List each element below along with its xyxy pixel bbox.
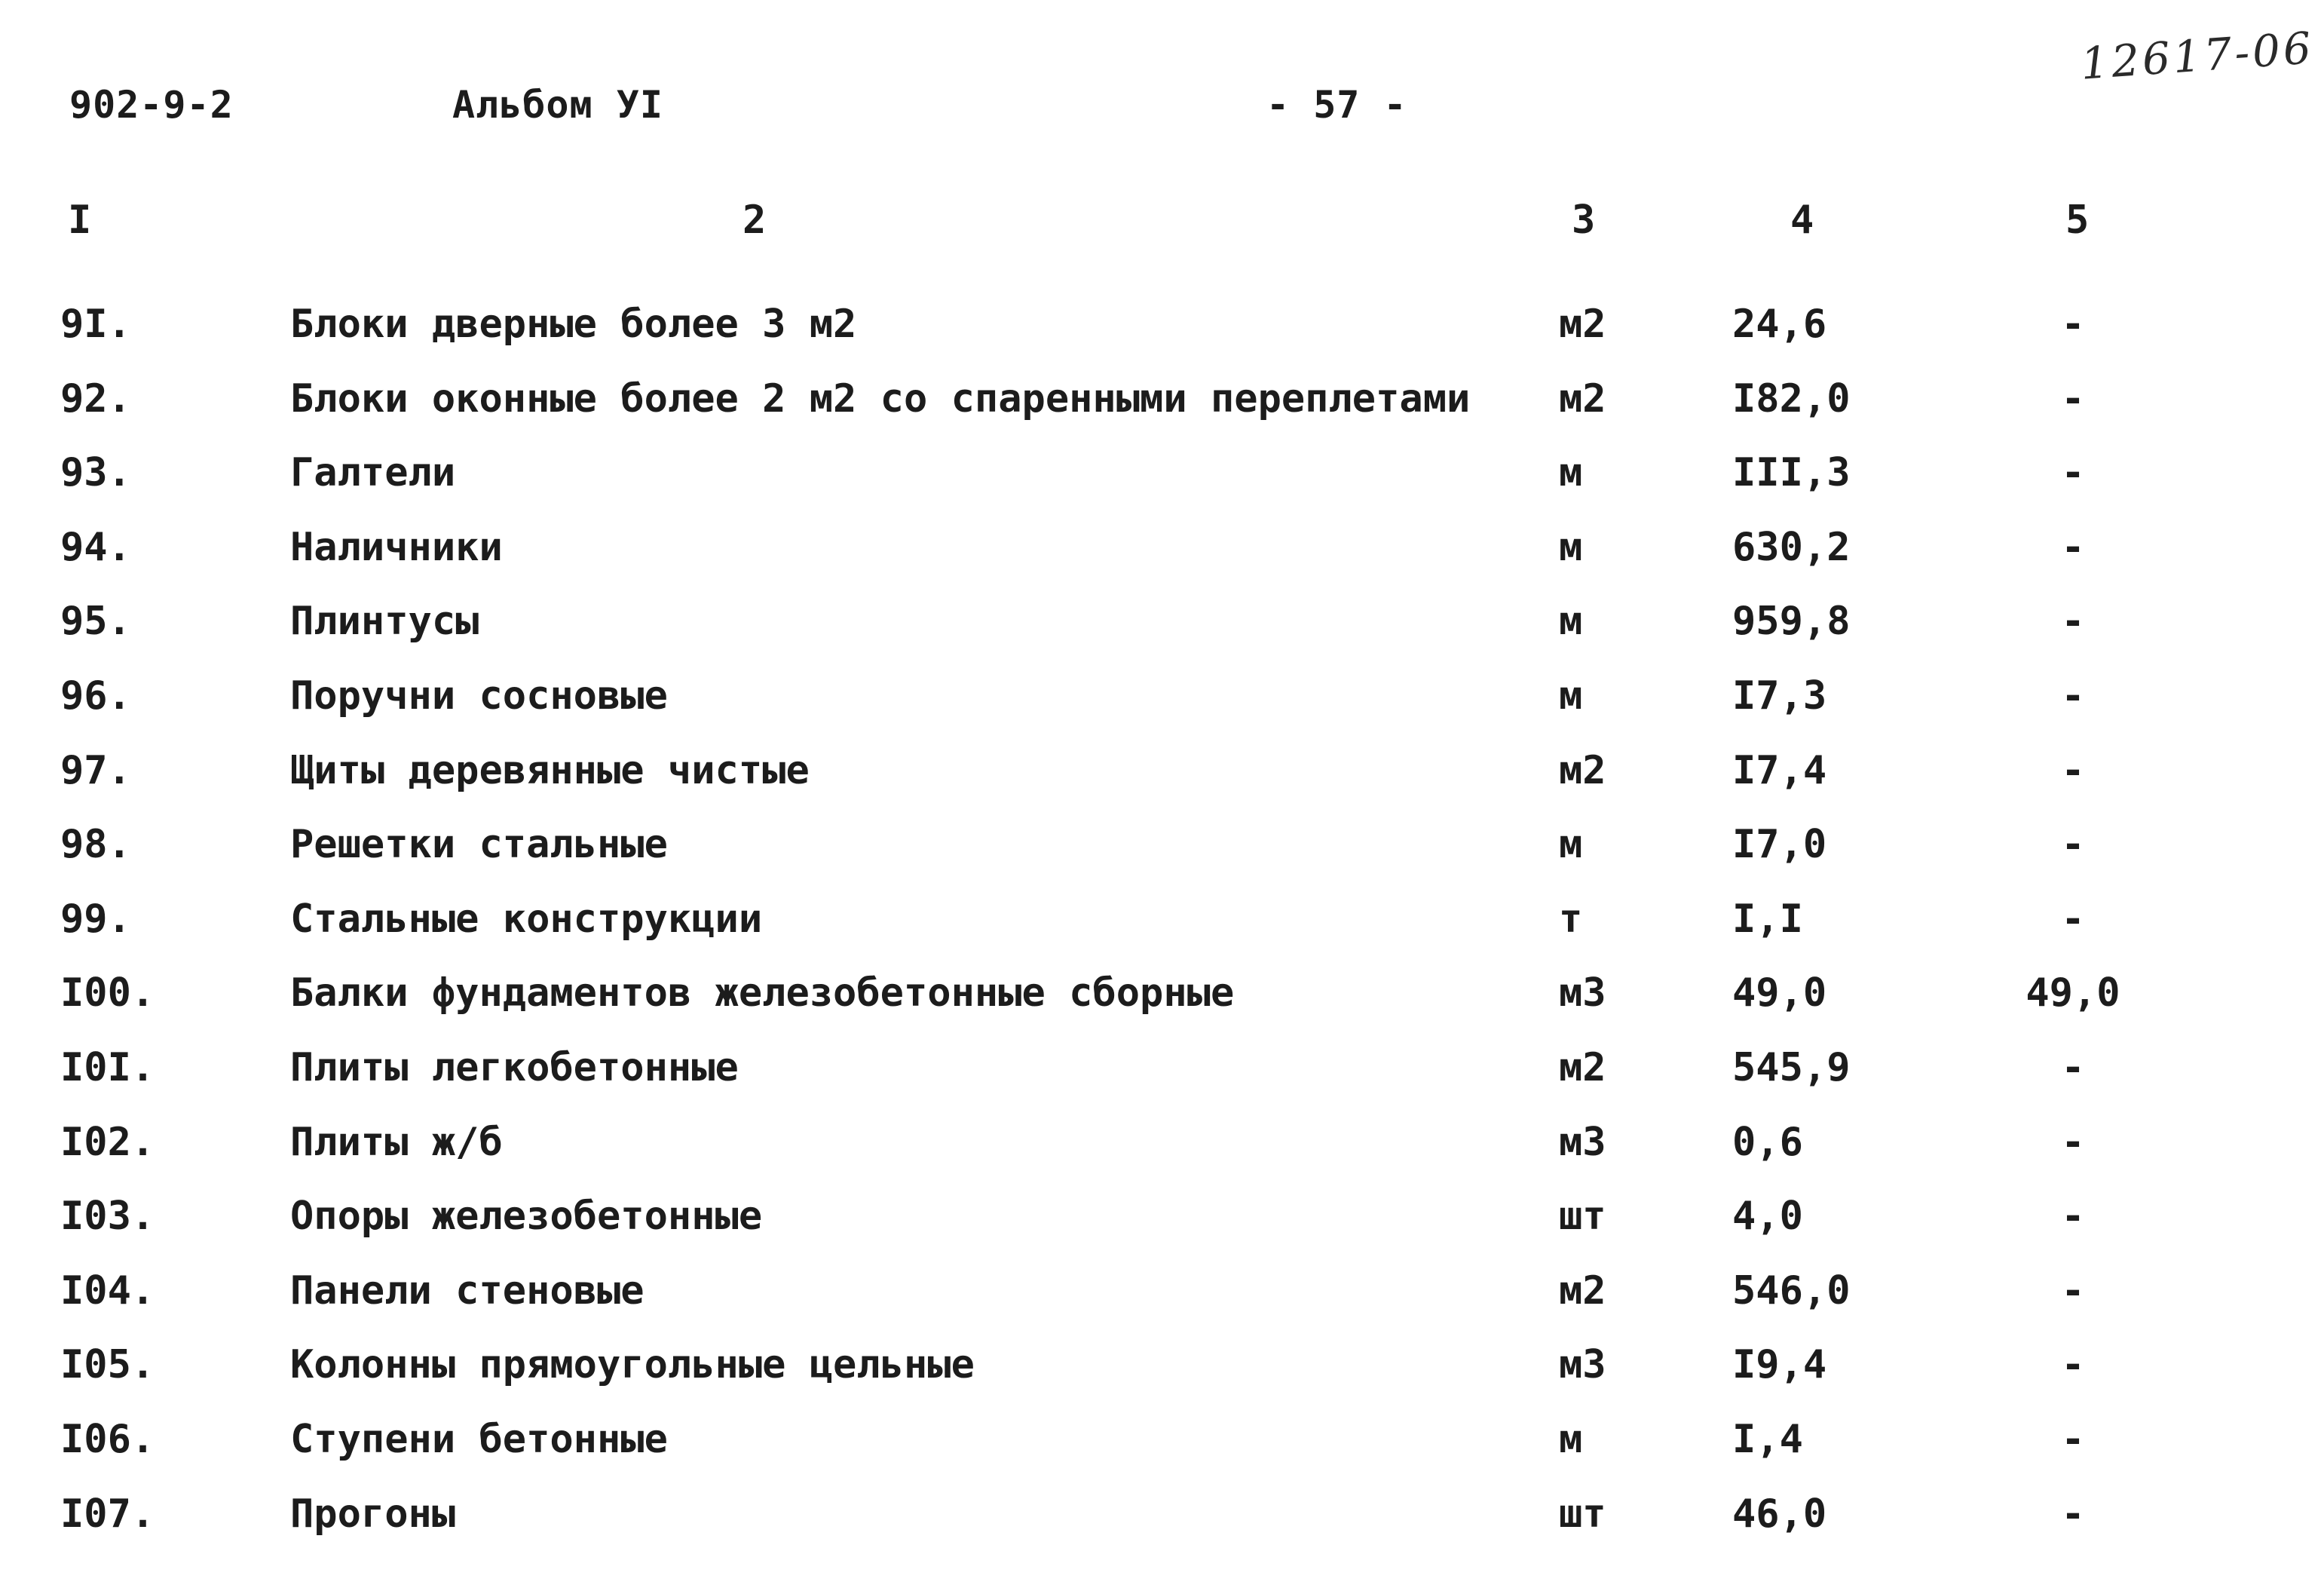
row-quantity: I7,0 [1732,822,1827,868]
row-number: 98. [60,822,131,868]
table-row [0,1413,2324,1488]
column-header-4: 4 [1790,198,1814,243]
row-quantity: I82,0 [1732,376,1851,421]
row-unit: м2 [1559,1268,1606,1314]
row-unit: м [1559,673,1583,719]
row-name: Опоры железобетонные [290,1194,763,1240]
row-name: Ступени бетонные [290,1416,668,1462]
row-column-5: - [2061,1342,2085,1388]
row-name: Стальные конструкции [290,896,763,942]
handwritten-note: 12617-06 [2079,22,2316,90]
row-name: Панели стеновые [290,1268,645,1314]
row-number: I06. [60,1416,155,1462]
row-quantity: I9,4 [1732,1342,1827,1388]
album-label: Альбом УI [452,83,663,127]
row-quantity: 545,9 [1732,1044,1851,1090]
row-quantity: I7,3 [1732,673,1827,719]
row-quantity: III,3 [1732,450,1851,496]
row-unit: м2 [1559,376,1606,421]
row-name: Щиты деревянные чистые [290,747,810,793]
table-row [0,893,2324,967]
row-column-5: - [2061,524,2085,570]
row-column-5: - [2061,376,2085,421]
row-name: Наличники [290,524,503,570]
row-unit: м [1559,1416,1583,1462]
row-quantity: I,I [1732,896,1803,942]
row-number: 92. [60,376,131,421]
row-number: I00. [60,970,155,1016]
table-row [0,818,2324,893]
row-name: Плинтусы [290,599,479,645]
table-row [0,1488,2324,1562]
row-number: 95. [60,599,131,645]
table-row [0,521,2324,596]
table-row [0,1041,2324,1116]
row-quantity: I7,4 [1732,747,1827,793]
table-row [0,1338,2324,1413]
table-row [0,298,2324,372]
row-column-5: - [2061,822,2085,868]
row-number: I0I. [60,1044,155,1090]
row-column-5: - [2061,1044,2085,1090]
row-unit: м [1559,822,1583,868]
row-number: I04. [60,1268,155,1314]
row-unit: м [1559,450,1583,496]
row-column-5: - [2061,673,2085,719]
column-header-1: I [68,198,92,243]
row-column-5: - [2061,1268,2085,1314]
row-quantity: 46,0 [1732,1491,1827,1537]
row-number: I02. [60,1119,155,1165]
row-quantity: I,4 [1732,1416,1803,1462]
row-number: 99. [60,896,131,942]
row-column-5: - [2061,1491,2085,1537]
row-unit: м [1559,599,1583,645]
row-quantity: 546,0 [1732,1268,1851,1314]
row-name: Прогоны [290,1491,456,1537]
row-quantity: 630,2 [1732,524,1851,570]
row-column-5: - [2061,599,2085,645]
row-number: I07. [60,1491,155,1537]
table-row [0,1264,2324,1339]
table-row [0,670,2324,744]
row-column-5: - [2061,747,2085,793]
row-column-5: - [2061,896,2085,942]
row-unit: шт [1559,1194,1606,1240]
row-unit: м2 [1559,747,1606,793]
row-quantity: 24,6 [1732,302,1827,347]
row-unit: шт [1559,1491,1606,1537]
row-name: Галтели [290,450,456,496]
row-quantity: 4,0 [1732,1194,1803,1240]
row-name: Блоки оконные более 2 м2 со спаренными переплетами [290,376,1471,421]
column-header-2: 2 [743,198,767,243]
row-unit: м2 [1559,1044,1606,1090]
row-unit: м3 [1559,970,1606,1016]
row-number: 93. [60,450,131,496]
page-number: - 57 - [1266,83,1407,127]
table-row [0,446,2324,521]
row-number: 97. [60,747,131,793]
row-number: I05. [60,1342,155,1388]
row-column-5: 49,0 [2025,970,2120,1016]
row-unit: м2 [1559,302,1606,347]
row-name: Поручни сосновые [290,673,668,719]
column-header-3: 3 [1572,198,1596,243]
row-name: Плиты ж/б [290,1119,503,1165]
table-row [0,744,2324,819]
table-body [0,298,2324,1562]
table-row [0,595,2324,670]
row-column-5: - [2061,1194,2085,1240]
document-code: 902-9-2 [69,83,234,127]
table-row [0,967,2324,1041]
row-unit: т [1559,896,1583,942]
row-name: Колонны прямоугольные цельные [290,1342,975,1388]
row-quantity: 959,8 [1732,599,1851,645]
row-column-5: - [2061,302,2085,347]
row-name: Блоки дверные более 3 м2 [290,302,857,347]
row-number: 96. [60,673,131,719]
table-row [0,372,2324,447]
row-unit: м3 [1559,1342,1606,1388]
row-name: Плиты легкобетонные [290,1044,739,1090]
table-row [0,1190,2324,1264]
row-unit: м3 [1559,1119,1606,1165]
table-row [0,1116,2324,1191]
row-name: Решетки стальные [290,822,668,868]
row-unit: м [1559,524,1583,570]
row-column-5: - [2061,450,2085,496]
column-header-5: 5 [2065,198,2090,243]
row-quantity: 49,0 [1732,970,1827,1016]
row-name: Балки фундаментов железобетонные сборные [290,970,1235,1016]
row-number: I03. [60,1194,155,1240]
row-column-5: - [2061,1119,2085,1165]
row-quantity: 0,6 [1732,1119,1803,1165]
row-number: 9I. [60,302,131,347]
row-column-5: - [2061,1416,2085,1462]
row-number: 94. [60,524,131,570]
